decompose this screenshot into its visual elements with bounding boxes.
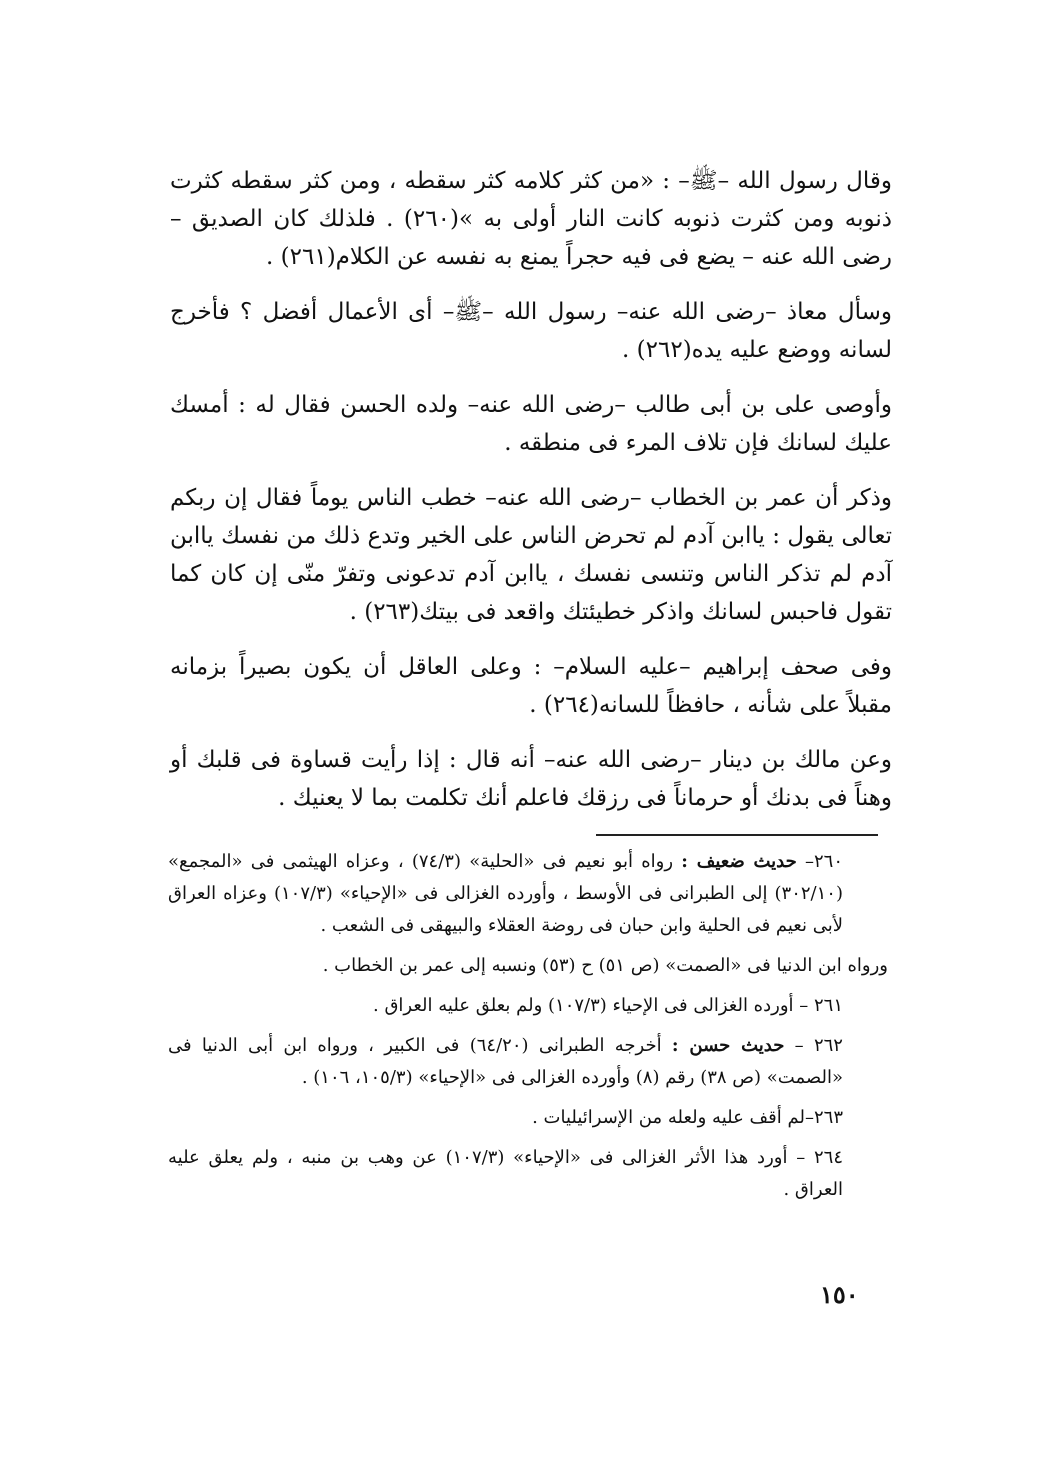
paragraph: وذكر أن عمر بن الخطاب –رضى الله عنه– خطب الناس يوماً فقال إن ربكم تعالى يقول : ياابن آدم لم تحرض الناس على الخير وتدع ذلك من نفسك ياابن آدم لم تذكر الناس وتنسى نفسك ، ياابن آدم تدعونى وتفرّ منّى إن كان كما تقول فاحبس لسانك واذكر خطيئتك واقعد فى بيتك(٢٦٣) . xyxy=(170,485,892,625)
main-text xyxy=(170,162,892,834)
footnote-text: أخرجه الطبرانى (٦٤/٢٠) فى الكبير ، ورواه ابن أبى الدنيا فى «الصمت» (ص ٣٨) رقم (٨) وأورده الغزالى فى «الإحياء» (١٠٥/٣، ١٠٦) . xyxy=(168,1035,843,1088)
footnote-260 xyxy=(168,846,888,942)
footnote-separator xyxy=(596,834,878,836)
footnote-text: لم أقف عليه ولعله من الإسرائيليات . xyxy=(532,1107,805,1128)
page-number: ١٥٠ xyxy=(820,1280,859,1309)
footnote-number: ٢٦٠– xyxy=(804,851,843,872)
footnote-number: ٢٦٤ – xyxy=(796,1147,843,1168)
footnote-number: ٢٦١ – xyxy=(799,995,843,1016)
paragraph: وقال رسول الله –ﷺ– : «من كثر كلامه كثر سقطه ، ومن كثر سقطه كثرت ذنوبه ومن كثرت ذنوبه كانت النار أولى به »(٢٦٠) . فلذلك كان الصديق – رضى الله عنه – يضع فى فيه حجراً يمنع به نفسه عن الكلام(٢٦١) . xyxy=(170,168,892,270)
footnote-text: ورواه ابن الدنيا فى «الصمت» (ص ٥١) ح (٥٣) ونسبه إلى عمر بن الخطاب . xyxy=(322,955,888,976)
footnote-text: أورده الغزالى فى الإحياء (١٠٧/٣) ولم بعلق عليه العراق . xyxy=(373,995,794,1016)
footnote-261 xyxy=(168,990,888,1022)
footnotes xyxy=(168,846,888,1214)
footnote-264 xyxy=(168,1142,888,1206)
footnote-number: ٢٦٢ – xyxy=(794,1035,843,1056)
footnote-262 xyxy=(168,1030,888,1094)
footnote-grade: حديث حسن : xyxy=(671,1035,785,1056)
paragraph: وعن مالك بن دينار –رضى الله عنه– أنه قال : إذا رأيت قساوة فى قلبك أو وهناً فى بدنك أو حرماناً فى رزقك فاعلم أنك تكلمت بما لا يعنيك . xyxy=(170,747,892,811)
footnote-text: رواه أبو نعيم فى «الحلية» (٧٤/٣) ، وعزاه الهيثمى فى «المجمع» (٣٠٢/١٠) إلى الطبرانى فى الأوسط ، وأورده الغزالى فى «الإحياء» (١٠٧/٣) وعزاه العراق لأبى نعيم فى الحلية وابن حبان فى روضة العقلاء والبيهقى فى الشعب . xyxy=(168,851,843,936)
footnote-260-continued xyxy=(168,950,888,982)
footnote-number: ٢٦٣– xyxy=(804,1107,843,1128)
paragraph: وأوصى على بن أبى طالب –رضى الله عنه– ولده الحسن فقال له : أمسك عليك لسانك فإن تلاف المرء فى منطقه . xyxy=(170,392,892,456)
footnote-grade: حديث ضعيف : xyxy=(681,851,797,872)
footnote-263 xyxy=(168,1102,888,1134)
paragraph: وسأل معاذ –رضى الله عنه– رسول الله –ﷺ– أى الأعمال أفضل ؟ فأخرج لسانه ووضع عليه يده(٢٦٢) . xyxy=(170,299,892,363)
footnote-text: أورد هذا الأثر الغزالى فى «الإحياء» (١٠٧/٣) عن وهب بن منبه ، ولم يعلق عليه العراق . xyxy=(168,1147,843,1200)
paragraph: وفى صحف إبراهيم –عليه السلام– : وعلى العاقل أن يكون بصيراً بزمانه مقبلاً على شأنه ، حافظاً للسانه(٢٦٤) . xyxy=(170,654,892,718)
